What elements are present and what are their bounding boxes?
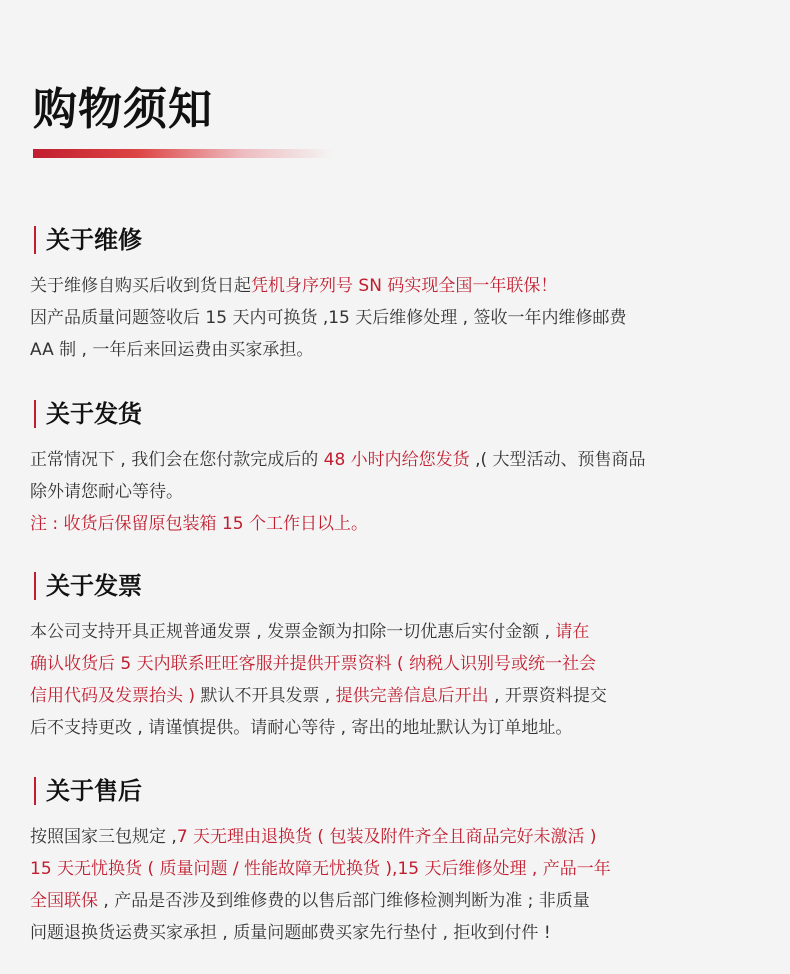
section-title: 关于维修 (46, 226, 142, 254)
section-accent-bar (34, 226, 36, 254)
section-title: 关于售后 (46, 777, 142, 805)
text-line (30, 853, 750, 885)
section-header (30, 775, 750, 809)
section-header (30, 398, 750, 432)
highlight-text: 凭机身序列号 SN 码实现全国一年联保！ (251, 276, 558, 296)
text-span: 因产品质量问题签收后 15 天内可换货 ,15 天后维修处理 , 签收一年内维修邮费 (30, 308, 627, 328)
text-line (30, 616, 750, 648)
highlight-text: 48 小时内给您发货 (323, 450, 470, 470)
highlight-text: 提供完善信息后开出 (335, 686, 489, 706)
text-span: , 开票资料提交 (488, 686, 607, 706)
text-span: 后不支持更改 , 请谨慎提供。请耐心等待 , 寄出的地址默认为订单地址。 (30, 718, 573, 738)
text-span: 问题退换货运费买家承担 , 质量问题邮费买家先行垫付 , 拒收到付件 ! (30, 923, 551, 943)
section-accent-bar (34, 400, 36, 428)
text-span: 默认不开具发票 , (195, 686, 336, 706)
section-repair (30, 224, 750, 366)
text-span: ,( 大型活动、预售商品 (469, 450, 646, 470)
text-line (30, 270, 750, 302)
notice-line (30, 508, 750, 540)
text-span: 关于维修自购买后收到货日起 (30, 276, 251, 296)
section-title: 关于发货 (46, 400, 142, 428)
text-line (30, 334, 750, 366)
section-title: 关于发票 (46, 572, 142, 600)
section-body (30, 616, 750, 744)
text-span: 除外请您耐心等待。 (30, 482, 183, 502)
text-span: 按照国家三包规定 , (30, 827, 177, 847)
text-line (30, 917, 750, 949)
highlight-text: 信用代码及发票抬头 ) (30, 686, 196, 706)
highlight-text: 15 天无忧换货 ( 质量问题 / 性能故障无忧换货 ),15 天后维修处理 , 产品一年 (30, 859, 611, 879)
section-after-sales (30, 775, 750, 949)
section-accent-bar (34, 777, 36, 805)
section-shipping (30, 398, 750, 540)
highlight-text: 全国联保 (30, 891, 98, 911)
text-span: 正常情况下 , 我们会在您付款完成后的 (30, 450, 324, 470)
text-line (30, 885, 750, 917)
section-header (30, 570, 750, 604)
text-line (30, 821, 750, 853)
highlight-text: 请在 (555, 622, 590, 642)
section-header (30, 224, 750, 258)
text-line (30, 648, 750, 680)
section-invoice (30, 570, 750, 744)
section-body (30, 821, 750, 949)
section-body (30, 270, 750, 366)
text-line (30, 302, 750, 334)
text-line (30, 444, 750, 476)
text-span: AA 制 , 一年后来回运费由买家承担。 (30, 340, 314, 360)
text-span: 本公司支持开具正规普通发票 , 发票金额为扣除一切优惠后实付金额 , (30, 622, 556, 642)
section-accent-bar (34, 572, 36, 600)
text-span: , 产品是否涉及到维修费的以售后部门维修检测判断为准 ; 非质量 (98, 891, 590, 911)
text-line (30, 680, 750, 712)
text-line (30, 476, 750, 508)
highlight-text: 7 天无理由退换货 ( 包装及附件齐全且商品完好未激活 ) (176, 827, 597, 847)
highlight-text: 确认收货后 5 天内联系旺旺客服并提供开票资料 ( 纳税人识别号或统一社会 (30, 654, 597, 674)
section-body (30, 444, 750, 540)
text-line (30, 712, 750, 744)
page-title: 购物须知 (33, 84, 213, 135)
title-underline (33, 149, 333, 158)
highlight-text: 注 : 收货后保留原包装箱 15 个工作日以上。 (30, 514, 368, 534)
